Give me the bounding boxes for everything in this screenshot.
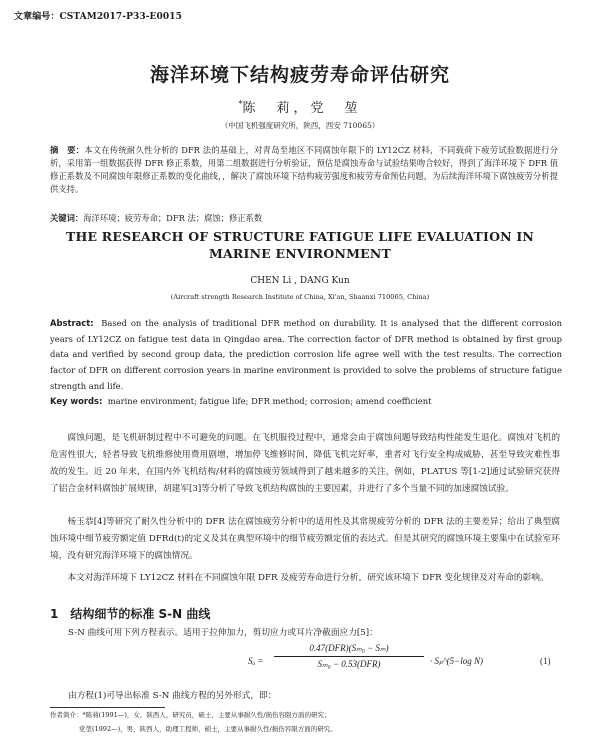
authors-chinese: [0, 97, 600, 116]
abstract-chinese-label: 摘 要：: [50, 145, 85, 155]
equation-numerator: 0.47(DFR)(Sₘ₀ − Sₘ): [274, 643, 424, 657]
corresponding-author-marker: *: [238, 99, 243, 109]
body-paragraph-1: 腐蚀问题，是飞机研制过程中不可避免的问题。在飞机服役过程中，通常会由于腐蚀问题导致结构性能发生退化。腐蚀对飞机的危害性很大，轻者导致飞机维修使用费用剧增，增加停飞维修时间，降低飞机完好率，重者对飞行安全构成威胁，甚至导致灾难性事故的发生。近 20 年来，在国内外飞机结构/材料的腐蚀疲劳领域得到了越来越多的关注，例如，PLATUS 等[1-2]通过试验研究获得了铝合金材料腐蚀扩展规律，胡建军[3]等分析了导致飞机结构腐蚀的主要因素，并进行了多个当量不同的加速腐蚀试验。: [50, 433, 560, 494]
footnote-divider: [50, 707, 165, 708]
section-1-number: 1: [50, 607, 59, 621]
footnote-author-2: 党堃(1992—)，男，陕西人，助理工程师，硕士，主要从事耐久性/损伤容限方面的研究。: [79, 725, 337, 733]
footnote-author-1: 作者简介：*陈莉(1991—)，女，陕西人，研究员，硕士，主要从事耐久性/损伤容限方面的研究；: [50, 711, 331, 719]
abstract-chinese-text: 本文在传统耐久性分析的 DFR 法的基础上，对青岛至地区不同腐蚀年限下的 LY12CZ 材料，不同载荷下疲劳试验数据进行分析，采用第一组数据获得 DFR 修正系数，用第二组数据进行分析验证，预估是腐蚀寿命与试验结果吻合较好，得到了海洋环境下 DFR 值修正系数及不同腐蚀年限修正系数的变化曲线，，解决了腐蚀环境下结构疲劳强度和疲劳寿命预估问题，为后续海洋环境下腐蚀疲劳分析提供支持。: [50, 145, 558, 194]
title-english: [30, 228, 570, 262]
abstract-english: [50, 316, 562, 395]
section-1-heading: [50, 605, 210, 622]
equation-denominator: Sₘ₀ − 0.53(DFR): [317, 659, 381, 669]
keywords-english-text: marine environment; fatigue life; DFR method; corrosion; amend coefficient: [107, 396, 432, 406]
title-english-line1: THE RESEARCH OF STRUCTURE FATIGUE LIFE EVALUATION IN: [65, 229, 535, 244]
title-english-line2: MARINE ENVIRONMENT: [209, 246, 391, 261]
body-paragraph-3: 本文对海洋环境下 LY12CZ 材料在不同腐蚀年限 DFR 及疲劳寿命进行分析，研究该环境下 DFR 变化规律及对寿命的影响。: [67, 573, 549, 583]
affiliation-english: (Aircraft strength Research Institute of China, Xi'an, Shaanxi 710065, China): [170, 293, 430, 301]
keywords-english-label: Key words:: [50, 396, 103, 406]
sn-curve-intro: S-N 曲线可用下列方程表示。适用于拉伸加力，剪切应力或耳片净截面应力[5]：: [68, 628, 378, 638]
abstract-english-label: Abstract:: [50, 318, 94, 328]
keywords-chinese: [50, 212, 558, 224]
section-1-title: 结构细节的标准 S-N 曲线: [70, 607, 211, 621]
abstract-chinese: [50, 144, 558, 196]
equation-1: [248, 641, 551, 685]
equation-number: (1): [540, 656, 551, 666]
equation-rhs: · Sₚ^(5−log N): [430, 656, 483, 666]
author-names-chinese: 陈 莉，党 堃: [242, 101, 362, 116]
equation-followup-text: 由方程(1)可导出标准 S-N 曲线方程的另外形式，即：: [68, 691, 277, 701]
abstract-english-text: Based on the analysis of traditional DFR method on durability. It is analysed that the different corrosion years of LY12CZ on fatigue test data in Qingdao area. The correction factor of DFR method is obtained by first group data and verified by second group data, the prediction corrosion life agree well with the test results. The correction factor of DFR on different corrosion years in marine environment is provided to solve the problems of structure fatigue strength and life.: [50, 318, 562, 391]
equation-lhs: Sₐ =: [248, 656, 264, 666]
authors-english: CHEN Li , DANG Kun: [250, 276, 350, 286]
keywords-english: [50, 396, 562, 406]
keywords-chinese-label: 关键词：: [50, 213, 84, 223]
title-chinese: 海洋环境下结构疲劳寿命评估研究: [149, 64, 450, 86]
body-paragraph-2: 杨玉恭[4]等研究了耐久性分析中的 DFR 法在腐蚀疲劳分析中的适用性及其常规疲劳分析的 DFR 法的主要差异；给出了典型腐蚀环境中细节疲劳额定值 DFRd(t)的定义及其在典型环境中的细节疲劳额定值的表达式。但是其研究的腐蚀环境主要集中在试验室环境，没有研究海洋环境下的腐蚀情况。: [50, 517, 560, 561]
keywords-chinese-text: 海洋环境；疲劳寿命；DFR 法；腐蚀；修正系数: [83, 213, 263, 223]
article-number: 文章编号：CSTAM2017-P33-E0015: [14, 12, 182, 22]
affiliation-chinese: （中国飞机强度研究所，陕西，西安 710065）: [220, 121, 380, 130]
equation-fraction: [274, 643, 424, 670]
